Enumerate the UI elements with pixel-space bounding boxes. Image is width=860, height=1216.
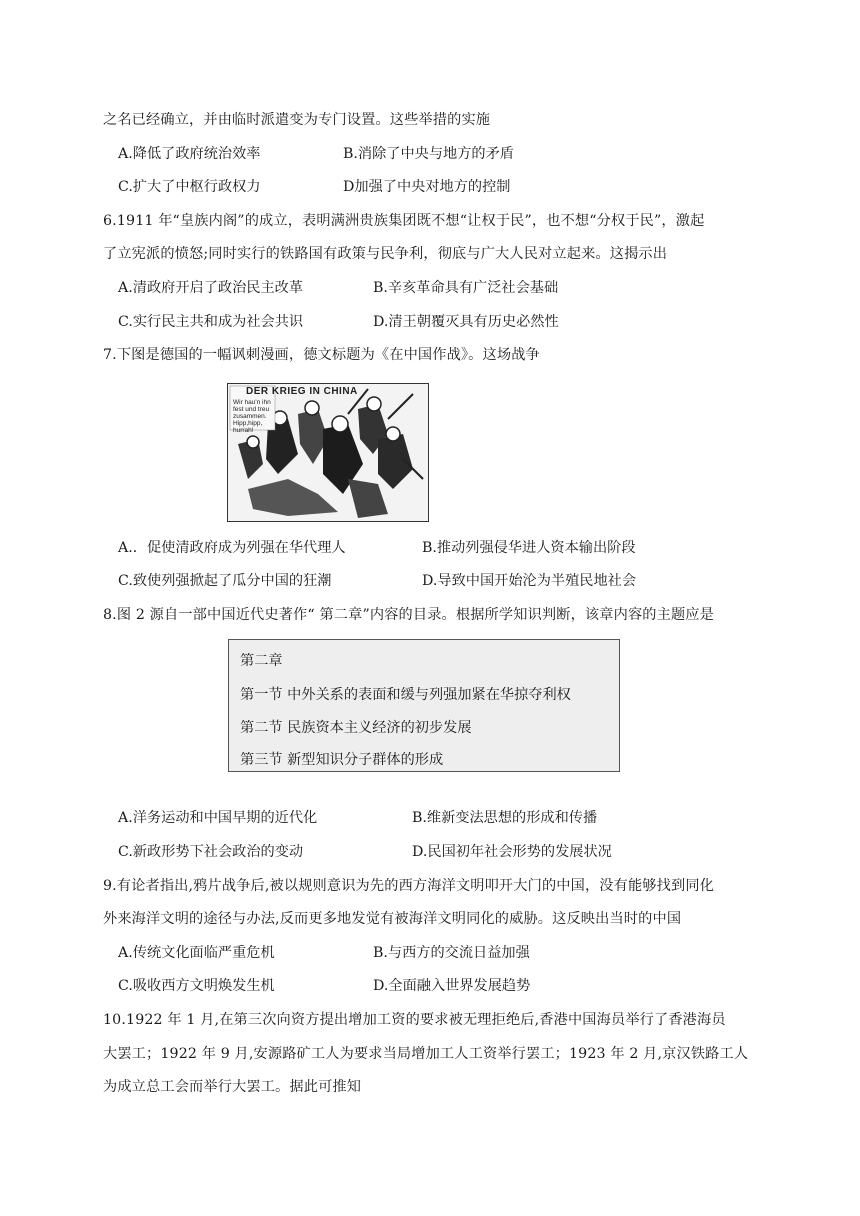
cartoon-caption-line: zusammen. (233, 413, 267, 420)
cartoon-caption-line: fest und treu (233, 406, 270, 413)
cartoon-caption-line: Hipp,hipp, (233, 420, 263, 427)
q6-option-d[interactable]: D.清王朝覆灭具有历史必然性 (373, 314, 559, 330)
q9-stem-line1: 9.有论者指出,鸦片战争后,被以规则意识为先的西方海洋文明叩开大门的中国，没有能够找到同化 (103, 878, 714, 894)
q10-stem-line3: 为成立总工会而举行大罢工。据此可推知 (103, 1079, 362, 1095)
cartoon-caption-line: hurrah! (233, 427, 254, 434)
cartoon-caption-line: Wir hau'n ihn (233, 399, 271, 406)
q5-stem-tail: 之名已经确立，并由临时派遣变为专门设置。这些举措的实施 (103, 112, 491, 128)
q5-option-b[interactable]: B.消除了中央与地方的矛盾 (343, 146, 514, 162)
q7-option-d[interactable]: D.导致中国开始沦为半殖民地社会 (422, 573, 637, 589)
q9-option-b[interactable]: B.与西方的交流日益加强 (373, 945, 530, 961)
q6-stem-line1: 6.1911 年“皇族内阁”的成立，表明满洲贵族集团既不想“让权于民”，也不想“分权于民”，激起 (103, 213, 705, 229)
toc-section-1: 第一节 中外关系的表面和缓与列强加紧在华掠夺利权 (240, 687, 571, 703)
q8-option-d[interactable]: D.民国初年社会形势的发展状况 (412, 844, 612, 860)
cartoon-caption (233, 399, 271, 434)
q8-option-c[interactable]: C.新政形势下社会政治的变动 (118, 844, 304, 860)
q9-option-d[interactable]: D.全面融入世界发展趋势 (373, 978, 531, 994)
q10-stem-line1: 10.1922 年 1 月,在第三次向资方提出增加工资的要求被无理拒绝后,香港中国海员举行了香港海员 (103, 1012, 726, 1028)
satirical-cartoon-image (227, 383, 429, 522)
q8-stem: 8.图 2 源自一部中国近代史著作“ 第二章”内容的目录。根据所学知识判断，该章内容的主题应是 (103, 607, 714, 623)
q7-option-c[interactable]: C.致使列强掀起了瓜分中国的狂潮 (118, 573, 332, 589)
toc-section-2: 第二节 民族资本主义经济的初步发展 (240, 720, 472, 736)
cartoon-title: DER KRIEG IN CHINA (246, 386, 358, 397)
q6-stem-line2: 了立宪派的愤怒;同时实行的铁路国有政策与民争利，彻底与广大人民对立起来。这揭示出 (103, 246, 668, 262)
q5-option-a[interactable]: A.降低了政府统治效率 (118, 146, 261, 162)
q5-option-d[interactable]: D加强了中央对地方的控制 (343, 179, 511, 195)
q6-option-a[interactable]: A.清政府开启了政治民主改革 (118, 280, 304, 296)
q9-option-c[interactable]: C.吸收西方文明焕发生机 (118, 978, 275, 994)
q6-option-b[interactable]: B.辛亥革命具有广泛社会基础 (373, 280, 559, 296)
q7-stem: 7.下图是德国的一幅讽刺漫画，德文标题为《在中国作战》。这场战争 (103, 347, 540, 363)
q9-stem-line2: 外来海洋文明的途径与办法,反而更多地发觉有被海洋文明同化的威胁。这反映出当时的中国 (103, 911, 682, 927)
toc-section-3: 第三节 新型知识分子群体的形成 (240, 752, 444, 768)
q6-option-c[interactable]: C.实行民主共和成为社会共识 (118, 314, 304, 330)
q7-option-b[interactable]: B.推动列强侵华进人资本输出阶段 (422, 540, 636, 556)
q9-option-a[interactable]: A.传统文化面临严重危机 (118, 945, 275, 961)
chapter-contents-box (228, 639, 620, 772)
q5-option-c[interactable]: C.扩大了中枢行政权力 (118, 179, 261, 195)
q8-option-a[interactable]: A.洋务运动和中国早期的近代化 (118, 810, 318, 826)
q8-option-b[interactable]: B.维新变法思想的形成和传播 (412, 810, 598, 826)
q10-stem-line2: 大罢工；1922 年 9 月,安源路矿工人为要求当局增加工人工资举行罢工；1923 年 2 月,京汉铁路工人 (103, 1046, 749, 1062)
toc-chapter: 第二章 (240, 653, 283, 669)
q7-option-a[interactable]: A.．促使清政府成为列强在华代理人 (118, 540, 346, 556)
